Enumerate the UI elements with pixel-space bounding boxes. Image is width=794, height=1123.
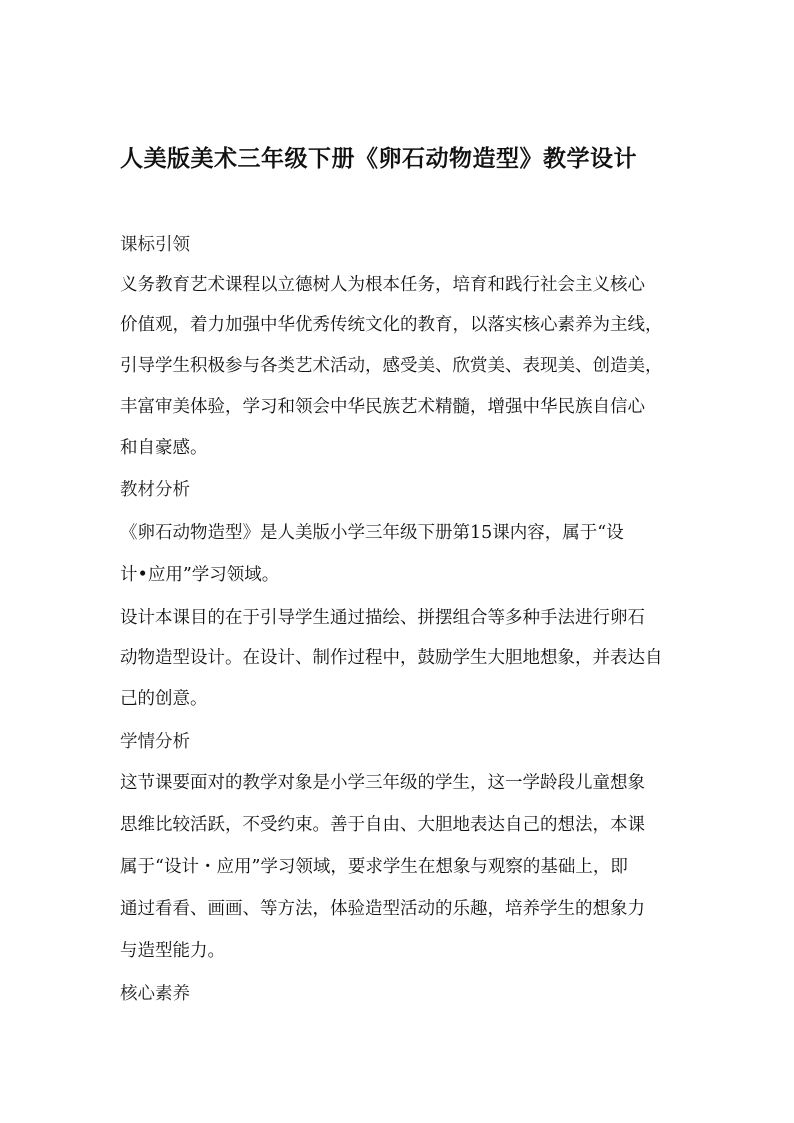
paragraph-line: 义务教育艺术课程以立德树人为根本任务，培育和践行社会主义核心	[120, 275, 645, 295]
paragraph-line: 《卵石动物造型》是人美版小学三年级下册第15课内容，属于“设	[120, 523, 624, 543]
paragraph-line: 己的创意。	[120, 689, 208, 709]
section-heading-core-literacy: 核心素养	[120, 984, 190, 1004]
paragraph-line: 和自豪感。	[120, 438, 208, 458]
paragraph-line: 丰富审美体验，学习和领会中华民族艺术精髓，增强中华民族自信心	[120, 397, 645, 417]
paragraph-line: 引导学生积极参与各类艺术活动，感受美、欣赏美、表现美、创造美，	[120, 356, 663, 376]
paragraph-line: 与造型能力。	[120, 941, 225, 961]
paragraph-line: 设计本课目的在于引导学生通过描绘、拼摆组合等多种手法进行卵石	[120, 608, 645, 628]
section-heading-textbook-analysis: 教材分析	[120, 480, 190, 500]
paragraph-line: 价值观，着力加强中华优秀传统文化的教育，以落实核心素养为主线，	[120, 315, 663, 335]
paragraph-line: 计•应用”学习领域。	[120, 565, 280, 585]
paragraph-line: 这节课要面对的教学对象是小学三年级的学生，这一学龄段儿童想象	[120, 773, 645, 793]
section-heading-curriculum-standard: 课标引领	[120, 235, 190, 255]
paragraph-line: 通过看看、画画、等方法，体验造型活动的乐趣，培养学生的想象力	[120, 899, 645, 919]
document-title: 人美版美术三年级下册《卵石动物造型》教学设计	[120, 146, 637, 172]
paragraph-line: 属于“设计・应用”学习领域，要求学生在想象与观察的基础上，即	[120, 857, 628, 877]
paragraph-line: 动物造型设计。在设计、制作过程中，鼓励学生大胆地想象，并表达自	[120, 648, 663, 668]
section-heading-learner-analysis: 学情分析	[120, 732, 190, 752]
paragraph-line: 思维比较活跃，不受约束。善于自由、大胆地表达自己的想法，本课	[120, 815, 645, 835]
